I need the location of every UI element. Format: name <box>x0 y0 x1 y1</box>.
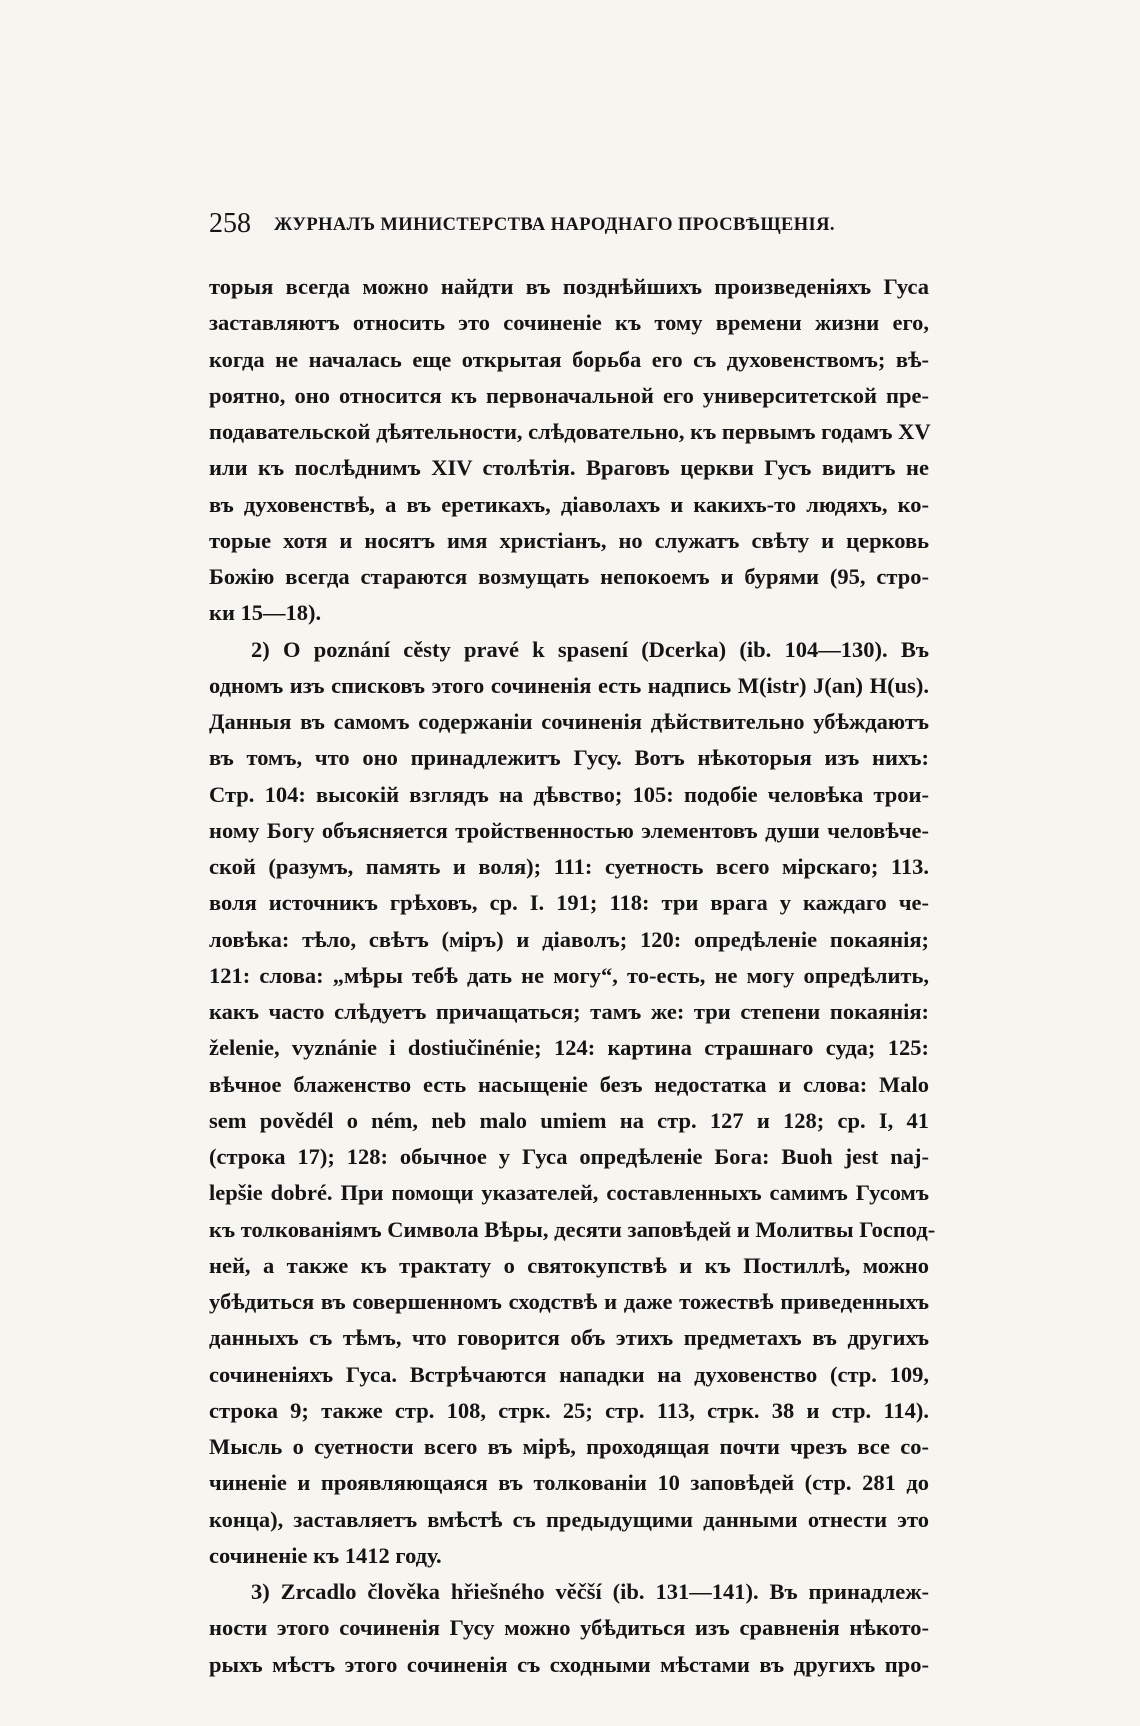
text-line: когда не началась еще открытая борьба его съ духовенствомъ; вѣ- <box>209 346 929 372</box>
text-line: данныхъ съ тѣмъ, что говорится объ этихъ предметахъ въ другихъ <box>209 1325 929 1351</box>
body-text <box>209 269 936 1683</box>
text-line: 3) Zrcadlo člověka hřiešného věčší (ib. 131—141). Въ принадлеж- <box>251 1579 929 1604</box>
text-line: одномъ изъ списковъ этого сочиненія есть надпись M(istr) J(an) H(us). <box>209 672 929 698</box>
text-line: конца), заставляетъ вмѣстѣ съ предыдущими данными отнести это <box>209 1506 929 1532</box>
text-line: торые хотя и носятъ имя христіанъ, но служатъ свѣту и церковь <box>209 527 929 553</box>
text-line: Божію всегда стараются возмущать непокоемъ и бурями (95, стро- <box>209 564 929 589</box>
text-line: ности этого сочиненія Гусу можно убѣдиться изъ сравненія нѣкото- <box>209 1615 929 1641</box>
text-line: роятно, оно относится къ первоначальной его университетской пре- <box>209 382 929 408</box>
text-line: sem povědél o ném, neb malo umiem на стр. 127 и 128; ср. I, 41 <box>209 1107 929 1133</box>
running-title: ЖУРНАЛЪ МИНИСТЕРСТВА НАРОДНАГО ПРОСВѢЩЕНІЯ. <box>274 215 835 235</box>
text-line: (строка 17); 128: обычное у Гуса опредѣленіе Бога: Buoh jest naj- <box>209 1144 929 1169</box>
text-line: 2) O poznání cěsty pravé k spasení (Dcerka) (ib. 104—130). Въ <box>251 636 929 662</box>
text-line: ки 15—18). <box>209 600 322 626</box>
text-line: ному Богу объясняется тройственностью элементовъ души человѣче- <box>209 817 929 843</box>
text-line: želenie, vyznánie i dostiučinénie; 124: картина страшнаго суда; 125: <box>209 1035 929 1061</box>
text-line: рыхъ мѣстъ этого сочиненія съ сходными мѣстами въ другихъ про- <box>209 1651 929 1677</box>
text-line: какъ часто слѣдуетъ причащаться; тамъ же: три степени покаянія: <box>209 999 929 1024</box>
text-line: вѣчное блаженство есть насыщеніе безъ недостатка и слова: Malo <box>209 1071 929 1097</box>
text-line: Мысль о суетности всего въ мірѣ, проходящая почти чрезъ все со- <box>209 1434 929 1459</box>
text-line: ней, а также къ трактату о святокупствѣ и къ Постиллѣ, можно <box>209 1252 929 1278</box>
text-line: строка 9; также стр. 108, стрк. 25; стр. 113, стрк. 38 и стр. 114). <box>209 1397 929 1423</box>
text-line: Данныя въ самомъ содержаніи сочиненія дѣйствительно убѣждаютъ <box>209 709 929 734</box>
text-line: убѣдиться въ совершенномъ сходствѣ и даже тожествѣ приведенныхъ <box>209 1289 929 1314</box>
text-line: заставляютъ относить это сочиненіе къ тому времени жизни его, <box>209 310 929 336</box>
text-line: воля источникъ грѣховъ, ср. I. 191; 118: три врага у каждаго че- <box>209 890 929 916</box>
text-line: торыя всегда можно найдти въ позднѣйшихъ произведеніяхъ Гуса <box>209 274 929 299</box>
text-line: Стр. 104: высокій взглядъ на дѣвство; 105: подобіе человѣка трои- <box>209 781 929 807</box>
page-number: 258 <box>209 208 251 239</box>
text-line: подавательской дѣятельности, слѣдовательно, къ первымъ годамъ XV <box>209 419 931 444</box>
text-line: ловѣка: тѣло, свѣтъ (міръ) и діаволъ; 120: опредѣленіе покаянія; <box>209 926 929 952</box>
text-line: lepšie dobré. При помощи указателей, составленныхъ самимъ Гусомъ <box>209 1180 929 1206</box>
text-line: къ толкованіямъ Символа Вѣры, десяти заповѣдей и Молитвы Господ- <box>209 1216 936 1242</box>
text-line: въ томъ, что оно принадлежитъ Гусу. Вотъ нѣкоторыя изъ нихъ: <box>209 745 929 771</box>
text-line: чиненіе и проявляющаяся въ толкованіи 10 заповѣдей (стр. 281 до <box>209 1470 929 1496</box>
text-line: сочиненіе къ 1412 году. <box>209 1542 442 1568</box>
text-line: сочиненіяхъ Гуса. Встрѣчаются нападки на духовенство (стр. 109, <box>209 1361 929 1387</box>
text-line: ской (разумъ, память и воля); 111: суетность всего мірскаго; 113. <box>209 854 929 879</box>
text-line: 121: слова: „мѣры тебѣ дать не могу“, то-есть, не могу опредѣлить, <box>209 962 929 988</box>
text-line: въ духовенствѣ, а въ еретикахъ, діаволахъ и какихъ-то людяхъ, ко- <box>209 491 929 517</box>
page-header <box>209 207 929 241</box>
text-line: или къ послѣднимъ XIV столѣтія. Враговъ церкви Гусъ видитъ не <box>209 455 929 481</box>
